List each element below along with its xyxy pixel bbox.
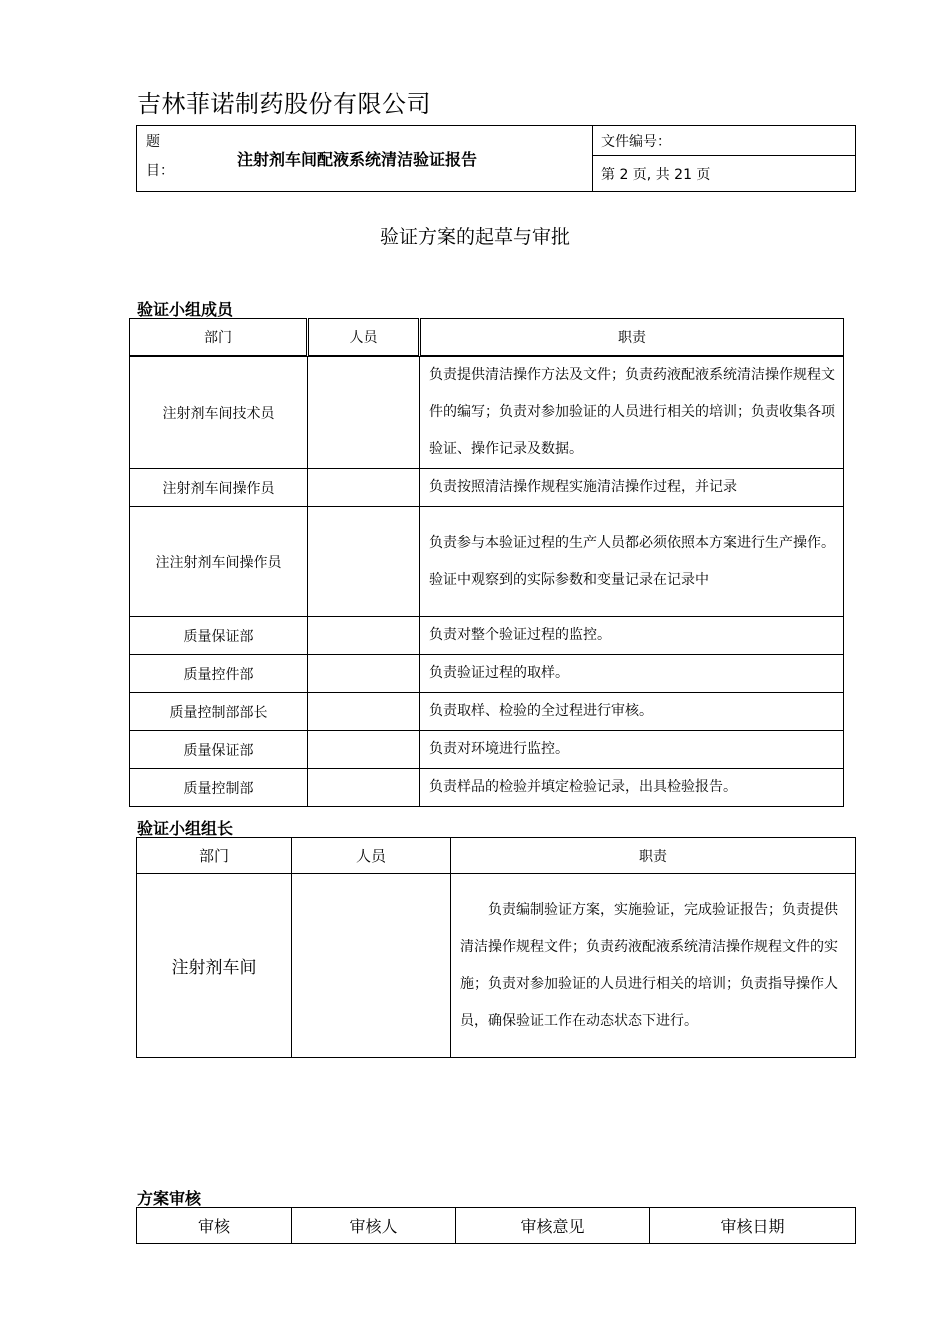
members-header-table — [129, 318, 844, 356]
table-row — [130, 769, 844, 807]
dept-cell: 注射剂车间操作员 — [130, 469, 308, 507]
duty-cell: 负责参与本验证过程的生产人员都必须依照本方案进行生产操作。验证中观察到的实际参数和变量记录在记录中 — [420, 507, 844, 617]
person-cell — [308, 693, 420, 731]
duty-cell: 负责样品的检验并填定检验记录，出具检验报告。 — [420, 769, 844, 807]
title-cell — [137, 126, 593, 192]
leader-table — [136, 837, 856, 1058]
col-person: 人员 — [308, 319, 420, 356]
col-duty: 职责 — [451, 838, 856, 874]
col-review: 审核 — [137, 1208, 292, 1244]
table-row — [130, 469, 844, 507]
title-label: 题目： — [146, 134, 174, 179]
col-reviewer: 审核人 — [292, 1208, 456, 1244]
person-cell — [308, 655, 420, 693]
dept-cell: 注射剂车间 — [137, 874, 292, 1058]
person-cell — [308, 617, 420, 655]
company-name: 吉林菲诺制药股份有限公司 — [137, 90, 431, 118]
duty-cell: 负责提供清洁操作方法及文件；负责药液配液系统清洁操作规程文件的编写；负责对参加验证的人员进行相关的培训；负责收集各项验证、操作记录及数据。 — [420, 357, 844, 469]
col-duty: 职责 — [420, 319, 844, 356]
dept-cell: 质量控件部 — [130, 655, 308, 693]
doc-number-label: 文件编号： — [593, 126, 856, 156]
col-dept: 部门 — [130, 319, 308, 356]
members-heading: 验证小组成员 — [137, 300, 234, 319]
page-info: 第 2 页, 共 21 页 — [593, 156, 856, 192]
col-person: 人员 — [292, 838, 451, 874]
person-cell — [308, 357, 420, 469]
duty-cell: 负责取样、检验的全过程进行审核。 — [420, 693, 844, 731]
dept-cell: 注射剂车间技术员 — [130, 357, 308, 469]
person-cell — [308, 769, 420, 807]
table-row — [130, 507, 844, 617]
col-review-opinion: 审核意见 — [456, 1208, 650, 1244]
document-header-table — [136, 125, 856, 192]
review-heading: 方案审核 — [137, 1189, 202, 1208]
duty-cell: 负责验证过程的取样。 — [420, 655, 844, 693]
col-dept: 部门 — [137, 838, 292, 874]
table-row — [130, 617, 844, 655]
person-cell — [308, 731, 420, 769]
table-row — [130, 731, 844, 769]
duty-cell: 负责编制验证方案，实施验证，完成验证报告；负责提供清洁操作规程文件；负责药液配液系统清洁操作规程文件的实施；负责对参加验证的人员进行相关的培训；负责指导操作人员，确保验证工作在动态状态下进行。 — [451, 874, 856, 1058]
table-row — [137, 874, 856, 1058]
duty-cell: 负责按照清洁操作规程实施清洁操作过程，并记录 — [420, 469, 844, 507]
document-title: 验证方案的起草与审批 — [379, 226, 570, 248]
dept-cell: 质量控制部 — [130, 769, 308, 807]
person-cell — [308, 469, 420, 507]
table-row — [130, 655, 844, 693]
duty-cell: 负责对整个验证过程的监控。 — [420, 617, 844, 655]
person-cell — [308, 507, 420, 617]
duty-cell: 负责对环境进行监控。 — [420, 731, 844, 769]
dept-cell: 质量控制部部长 — [130, 693, 308, 731]
dept-cell: 注注射剂车间操作员 — [130, 507, 308, 617]
leader-heading: 验证小组组长 — [137, 819, 234, 838]
dept-cell: 质量保证部 — [130, 731, 308, 769]
members-table — [129, 356, 844, 807]
table-row — [130, 693, 844, 731]
report-title: 注射剂车间配液系统清洁验证报告 — [237, 150, 478, 169]
person-cell — [292, 874, 451, 1058]
review-table — [136, 1207, 856, 1244]
dept-cell: 质量保证部 — [130, 617, 308, 655]
col-review-date: 审核日期 — [650, 1208, 856, 1244]
table-row — [130, 357, 844, 469]
